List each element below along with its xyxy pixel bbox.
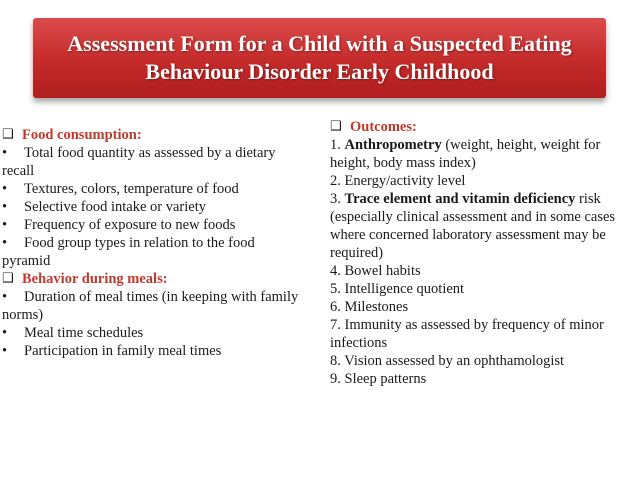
- outcome-bold-text: Anthropometry: [344, 137, 442, 153]
- left-column: [2, 126, 302, 360]
- section-heading-label: Behavior during meals:: [22, 271, 168, 287]
- outcome-text: Milestones: [344, 299, 409, 315]
- outcome-number: 3.: [330, 191, 341, 207]
- outcome-item: [330, 172, 630, 190]
- bullet-icon: •: [2, 235, 8, 251]
- section-heading-food-consumption: [2, 126, 302, 144]
- outcome-text: (weight, height, weight for height, body mass index): [330, 137, 601, 171]
- list-item: [2, 342, 302, 360]
- outcome-bold-text: Trace element and vitamin deficiency: [344, 191, 576, 207]
- list-item: [2, 324, 302, 342]
- outcome-item: [330, 280, 630, 298]
- outcome-text: Vision assessed by an ophthamologist: [344, 353, 565, 369]
- list-item: [2, 180, 302, 198]
- outcome-item: [330, 370, 630, 388]
- outcome-number: 7.: [330, 317, 341, 333]
- outcome-number: 1.: [330, 137, 341, 153]
- outcome-number: 8.: [330, 353, 341, 369]
- bullet-icon: •: [2, 217, 8, 233]
- list-item-text: Selective food intake or variety: [24, 199, 206, 215]
- list-item-text: Food group types in relation to the food pyramid: [2, 235, 255, 269]
- list-item: [2, 288, 302, 324]
- list-item-text: Total food quantity as assessed by a dietary recall: [2, 145, 276, 179]
- outcome-item: [330, 298, 630, 316]
- outcome-number: 5.: [330, 281, 341, 297]
- outcome-number: 9.: [330, 371, 341, 387]
- bullet-icon: •: [2, 289, 8, 305]
- outcome-text: Immunity as assessed by frequency of minor infections: [330, 317, 604, 351]
- list-item-text: Meal time schedules: [24, 325, 144, 341]
- list-item: [2, 216, 302, 234]
- list-item: [2, 144, 302, 180]
- outcome-text: Sleep patterns: [344, 371, 427, 387]
- checkbox-bullet-icon: ❑: [2, 127, 14, 142]
- list-item-text: Participation in family meal times: [24, 343, 222, 359]
- title-banner: [33, 18, 606, 98]
- checkbox-bullet-icon: ❑: [330, 119, 342, 134]
- outcome-number: 6.: [330, 299, 341, 315]
- outcome-text: Bowel habits: [344, 263, 421, 279]
- list-item-text: Frequency of exposure to new foods: [24, 217, 236, 233]
- outcome-item: [330, 190, 630, 262]
- outcome-item: [330, 262, 630, 280]
- outcome-item: [330, 352, 630, 370]
- section-heading-label: Food consumption:: [22, 127, 142, 143]
- section-heading-label: Outcomes:: [350, 119, 417, 135]
- bullet-icon: •: [2, 145, 8, 161]
- outcome-text: Energy/activity level: [344, 173, 466, 189]
- bullet-icon: •: [2, 181, 8, 197]
- list-item: [2, 234, 302, 270]
- list-item-text: Duration of meal times (in keeping with family norms): [2, 289, 299, 323]
- bullet-icon: •: [2, 343, 8, 359]
- bullet-icon: •: [2, 325, 8, 341]
- checkbox-bullet-icon: ❑: [2, 271, 14, 286]
- section-heading-behavior-during-meals: [2, 270, 302, 288]
- outcome-item: [330, 136, 630, 172]
- outcome-number: 4.: [330, 263, 341, 279]
- slide-title: Assessment Form for a Child with a Suspected Eating Behaviour Disorder Early Childhood: [67, 31, 572, 84]
- right-column: [330, 118, 630, 388]
- outcome-text: risk (especially clinical assessment and in some cases where concerned laboratory assessment may be required): [330, 191, 616, 261]
- outcome-number: 2.: [330, 173, 341, 189]
- list-item: [2, 198, 302, 216]
- section-heading-outcomes: [330, 118, 630, 136]
- list-item-text: Textures, colors, temperature of food: [24, 181, 239, 197]
- outcome-item: [330, 316, 630, 352]
- outcome-text: Intelligence quotient: [344, 281, 465, 297]
- bullet-icon: •: [2, 199, 8, 215]
